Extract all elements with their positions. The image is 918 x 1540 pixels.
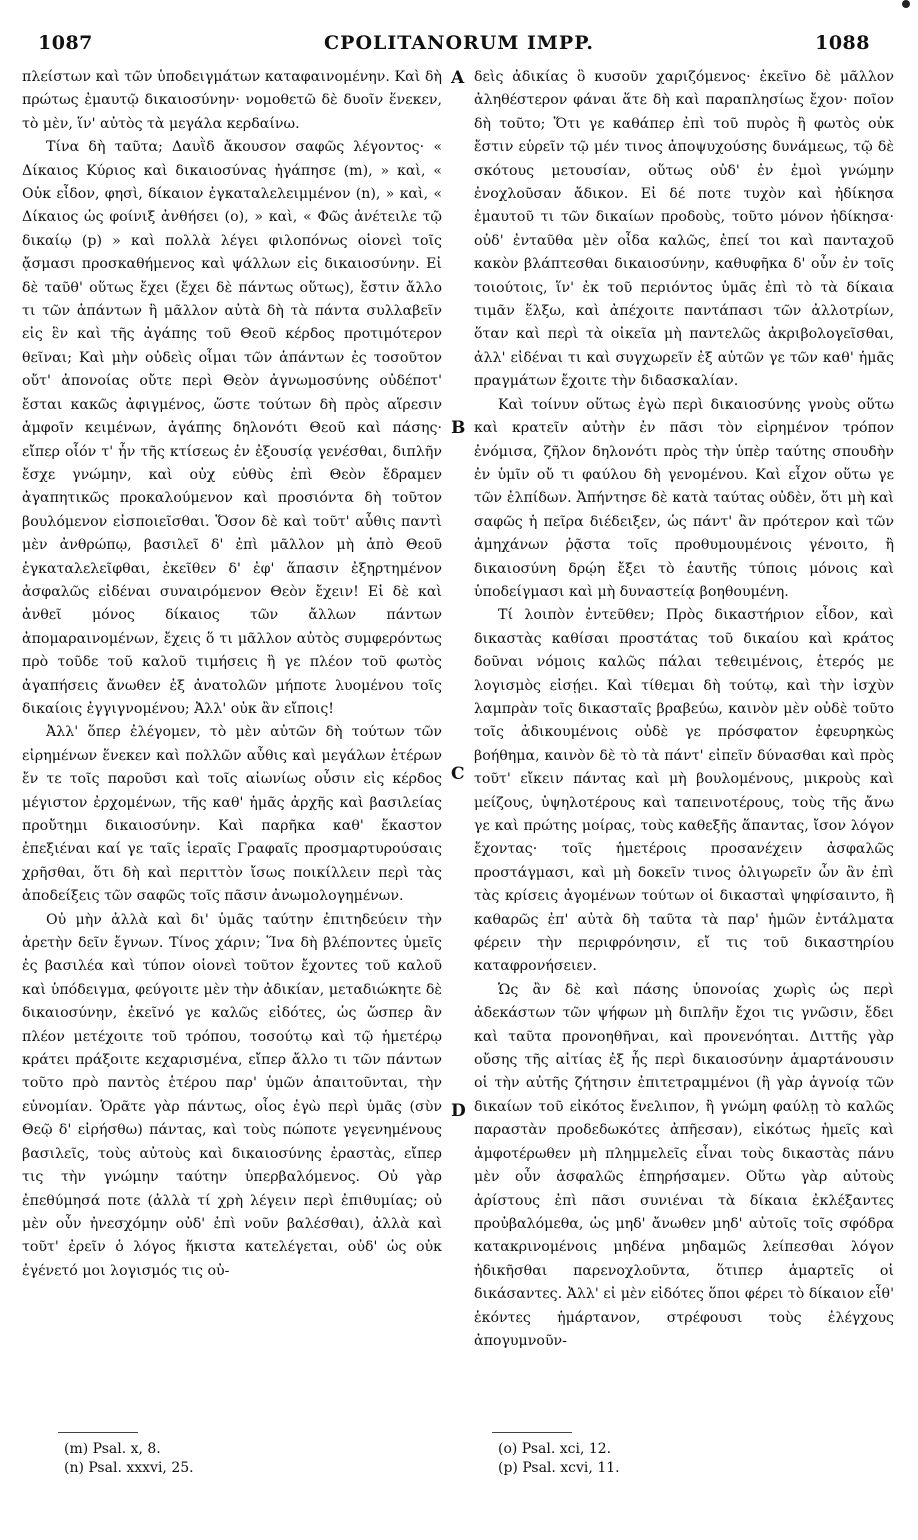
margin-letter-d: D xyxy=(451,1101,466,1121)
paragraph: δεὶς ἀδικίας ὃ κυσοῦν χαριζόμενος· ἐκεῖνο δὲ μᾶλλον ἀληθέστερον φάναι ἅτε δὴ καὶ παραπλησίως ἔχον· ποῖον δὴ τοῦτο; Ὅτι γε καθάπερ ἐπὶ τοῦ πυρὸς ἢ φωτὸς οὐκ ἔστιν εὑρεῖν τῷ μέν τινος ἀποψυχούσης δυνάμεως, τῷ δὲ σκότους μετουσίαν, οὕτως οὐδ' ἐν ἐμοὶ γνώμην ἐνοχλοῦσαν ἄδικον. Εἰ δέ ποτε τυχὸν καὶ ἠδίκησα ἐμαυτοῦ τι τῶν δικαίων προδοὺς, τοῦτο μόνον ἠδίκησα· οὐδ' ἐνταῦθα μὲν οἶδα καλῶς, ἐπεί τοι καὶ πανταχοῦ κακὸν βλάπτεσθαι δικαιοσύνην, καθυφῆκα δ' οὖν ἐν τοῖς τοιούτοις, ἵν' ἐκ τοῦ περιόντος ὑμᾶς ἐπὶ τὸ τὰ δίκαια τιμᾶν ἕλξω, καὶ ἀπέχοιτε παντάπασι τῶν ἀλλοτρίων, ὅταν καὶ περὶ τὰ οἰκεῖα μὴ παντελῶς ἀκριβολογεῖσθαι, ἀλλ' εἰδέναι τι καὶ συγχωρεῖν ἐξ αὐτῶν γε τῶν καθ' ἡμᾶς πραγμάτων ἔχοιτε τὴν διδασκαλίαν. xyxy=(474,69,894,390)
footnote-o: (o) Psal. xci, 12. xyxy=(498,1441,612,1457)
footnote-m: (m) Psal. x, 8. xyxy=(64,1441,161,1457)
margin-letter-c: C xyxy=(451,764,465,784)
running-title: CPOLITANORUM IMPP. xyxy=(324,32,594,54)
paragraph: Τίνα δὴ ταῦτα; Δαυῒδ ἄκουσον σαφῶς λέγοντος· « Δίκαιος Κύριος καὶ δικαιοσύνας ἠγάπησε (m), » καὶ, « Οὐκ εἶδον, φησὶ, δίκαιον ἐγκαταλελειμμένον (n), » καὶ, « Δίκαιος ὡς φοίνιξ ἀνθήσει (o), » καὶ, « Φῶς ἀνέτειλε τῷ δικαίῳ (p) » καὶ πολλὰ λέγει φιλοπόνως οἱονεὶ τοῖς ᾄσμασι προσκαθήμενος καὶ ψάλλων εἰς δικαιοσύνην. Εἰ δὲ ταῦθ' οὕτως ἔχει (ἔχει δὲ πάντως οὕτως), ἔστιν ἄλλο τι τῶν ἁπάντων ἢ μᾶλλον αὐτὰ δὴ τὰ πάντα συλλαβεῖν εἰς ἓν καὶ τῆς ἀγάπης τοῦ Θεοῦ κέρδος προτιμότερον θεῖναι; Καὶ μὴν οὐδεὶς οἶμαι τῶν ἁπάντων ἐς τοσοῦτον οὔτ' ἀπονοίας οὔτε περὶ Θεὸν ἀγνωμοσύνης οὐδέποτ' ἔσται κακῶς ἀφιγμένος, ὥστε τούτων δὴ πρὸς αἵρεσιν ἀμφοῖν κειμένων, ἀγάπης δηλονότι Θεοῦ καὶ πάσης· εἴπερ οἷόν τ' ἦν τῆς κτίσεως ἐν ἐξουσίᾳ γενέσθαι, διπλῆν ἔσχε γνώμην, καὶ οὐχ εὐθὺς ἐπὶ Θεὸν ἔδραμεν ἀγαπητικῶς προκαλούμενον καὶ προσιόντα δὴ τοῦτον βουλόμενον εἰσποιεῖσθαι. Ὅσον δὲ καὶ τοῦτ' αὖθις παντὶ μὲν ἀνθρώπῳ, βασιλεῖ δ' ἐπὶ μᾶλλον μὴ ἀπὸ Θεοῦ ἐγκαταλελεῖφθαι, ἐκεῖθεν δ' ἐφ' ἅπασιν ἐξηρτημένον ἀσφαλῶς εἰδέναι συναιρόμενον Θεὸν ἔχειν! Εἰ δὲ καὶ ἀνθεῖ μόνος δίκαιος τῶν ἄλλων πάντων ἀπομαραινομένων, ἔχεις ὅ τι μᾶλλον αὐτὸς συμφερόντως πρὸ τοῦδε τοῦ καλοῦ τιμήσεις ἢ γε πλέον τοῦ φωτὸς ἀγαπήσεις ἄνωθεν ἐξ ἀνατολῶν μήποτε λυομένου τοῖς δικαίοις ἐγγιγνομένου; Ἀλλ' οὐκ ἂν εἴποις! xyxy=(22,139,442,717)
footnote-n: (n) Psal. xxxvi, 25. xyxy=(64,1460,194,1476)
margin-letter-b: B xyxy=(451,418,466,438)
page-number-right: 1088 xyxy=(815,32,870,54)
left-column xyxy=(22,66,442,1486)
paragraph: πλείστων καὶ τῶν ὑποδειγμάτων καταφαινομένην. Καὶ δὴ πρώτως ἐμαυτῷ δικαιοσύνην· νομοθετῶ δὲ δυοῖν ἕνεκεν, τὸ μὲν, ἵν' αὐτὸς τὰ μεγάλα κερδαίνω. xyxy=(22,69,442,132)
margin-letter-a: A xyxy=(451,68,465,88)
paragraph: Οὐ μὴν ἀλλὰ καὶ δι' ὑμᾶς ταύτην ἐπιτηδεύειν τὴν ἀρετὴν δεῖν ἔγνων. Τίνος χάριν; Ἵνα δὴ βλέποντες ὑμεῖς ἐς βασιλέα καὶ τύπον οἱονεὶ τοῦτον ἔχοντες τοῦ καλοῦ καὶ ὑπόδειγμα, φεύγοιτε μὲν τὴν ἀδικίαν, μεταδιώκητε δὲ δικαιοσύνην, ἐκεῖνό γε καλῶς εἰδότες, ὡς ὥσπερ ἂν πλέον μετέχοιτε τοῦ τρόπου, τοσούτῳ καὶ τῷ ἡμετέρῳ κράτει πράξοιτε κεχαρισμένα, εἴπερ ἄλλο τι τῶν πάντων τοῦτο πρὸ παντὸς ἑτέρου παρ' ὑμῶν ἀπαιτοῦνται, τὴν εὐνομίαν. Ὁρᾶτε γὰρ πάντως, οἷος ἐγὼ περὶ ὑμᾶς (σὺν Θεῷ δ' εἰρήσθω) πάντας, καὶ τοὺς πώποτε γεγενημένους βασιλεῖς, τοὺς αὐτοὺς καὶ δικαιοσύνης ἐραστὰς, εἴπερ τις τὴν γνώμην ταύτην ὑπερβαλόμενος. Οὐ γὰρ ἐπεθύμησά ποτε (ἀλλὰ τί χρὴ λέγειν περὶ ἐπιθυμίας; οὐ μὲν οὖν ἠνεσχόμην οὐδ' ἐπὶ νοῦν βαλέσθαι), ἀλλὰ καὶ τοῦτ' ἐρεῖν ὁ λόγος ἥκιστα κατελέγεται, οὐδ' ὡς οὐκ ἐγένετό μοι λογισμός τις οὐ- xyxy=(22,911,442,1279)
footnote-rule-left xyxy=(58,1432,138,1433)
page-number-left: 1087 xyxy=(38,32,93,54)
paragraph: Τί λοιπὸν ἐντεῦθεν; Πρὸς δικαστήριον εἶδον, καὶ δικαστὰς καθίσαι προστάτας τοῦ δικαίου καὶ κράτος δοῦναι νόμοις καλῶς πάλαι τεθειμένοις, ἑτερός με λογισμὸς εἰσῄει. Καὶ τίθεμαι δὴ τούτῳ, καὶ τὴν ἰσχὺν λαμπρὰν τοῖς δικασταῖς βραβεύω, καινὸν μὲν οὐδὲ τοῦτο τοῖς ἀδικουμένοις οὐδὲ γε πρόσφατον ἐφευρηκὼς βοήθημα, καινὸν δὲ τὸ τὰ πάντ' εἰπεῖν δύνασθαι καὶ πρὸς τοῦτ' εἴκειν πάντας καὶ μὴ βουλομένους, μικροὺς καὶ μείζους, ὑψηλοτέρους καὶ ταπεινοτέρους, τοὺς τῆς ἄνω γε καὶ πρώτης μοίρας, τοὺς καθεξῆς ἅπαντας, ἴσον λόγον ἔχοντας· τοῖς ἡμετέροις προσανέχειν ἀσφαλῶς προστάγμασι, καὶ μὴ δοκεῖν τινος ὀλιγωρεῖν ὧν ἂν ἐπὶ τὰς κρίσεις ἀγομένων τούτων οἱ δικασταὶ ψηφίσαιντο, ἢ καθαρῶς ἐπ' αὐτὰ δὴ ταῦτα τὰ παρ' ἡμῶν ἐντάλματα φέρειν τὴν περιφρόνησιν, εἴ τις τοῦ δικαστηρίου καταφρονήσειεν. xyxy=(474,607,894,975)
footnotes-left xyxy=(64,1440,194,1478)
footnotes-right xyxy=(498,1440,620,1478)
footnote-p: (p) Psal. xcvi, 11. xyxy=(498,1460,620,1476)
paragraph: Ὡς ἂν δὲ καὶ πάσης ὑπονοίας χωρὶς ὡς περὶ ἀδεκάστων τῶν ψήφων μὴ διπλῆν ἔχοι τις γνῶσιν, ἔδει καὶ ταῦτα προνοηθῆναι, καὶ προνενόηται. Διττῆς γὰρ οὔσης τῆς αἰτίας ἐξ ἧς περὶ δικαιοσύνην ἁμαρτάνουσιν οἱ τὴν αὐτῆς ζήτησιν ἐπιτετραμμένοι (ἢ γὰρ ἀγνοίᾳ τῶν δικαίων τοῦ εἰκότος ἔνελιπον, ἢ γνώμη φαύλῃ τὸ καλῶς παραστὰν προδεδωκότες ἀπῆεσαν), εἰκότως ἡμεῖς καὶ ἀμφοτέρωθεν μὴ πλημμελεῖς εἶναι τοὺς δικαστὰς πάνυ μὲν οὖν ἀσφαλῶς ἐπηρήσαμεν. Οὕτω γὰρ αὐτοὺς ἀρίστους ἐπὶ πᾶσι συνιέναι τὰ δίκαια ἐκλέξαντες προὐβαλόμεθα, ὡς μηδ' ἄνωθεν μηδ' αὐτοῖς τοῖς σφόδρα κατακρινομένοις μηδένα μηδαμῶς λείπεσθαι λόγον ἠδικῆσθαι παρενοχλοῦντα, ὅτιπερ ἁμαρτεῖς οἱ δικάσαντες. Ἀλλ' εἰ μὲν εἰδότες ὅποι φέρει τὸ δίκαιον εἶθ' ἑκόντες ἡμάρτανον, στρέφουσι τοὺς ἐλέγχους ἀπογυμνοῦν- xyxy=(474,981,894,1349)
paragraph: Ἀλλ' ὅπερ ἐλέγομεν, τὸ μὲν αὐτῶν δὴ τούτων τῶν εἰρημένων ἕνεκεν καὶ πολλῶν αὖθις καὶ μεγάλων ἑτέρων ἔν τε τοῖς παροῦσι καὶ τοῖς αἰωνίως οὖσιν εἰς κέρδος μέγιστον ἐρχομένων, τῆς καθ' ἡμᾶς ἀρχῆς καὶ βασιλείας προὔτημι δικαιοσύνην. Καὶ παρῆκα καθ' ἕκαστον ἐπεξιέναι καί γε ταῖς ἱεραῖς Γραφαῖς προσμαρτυρούσαις χρῆσθαι, ὅτι δὴ καὶ περιττὸν ἴσως ποικίλλειν περὶ τὰς ἀποδείξεις τῶν σαφῶς τοῖς πᾶσιν ἀνωμολογημένων. xyxy=(22,724,442,905)
paragraph: Καὶ τοίνυν οὕτως ἐγὼ περὶ δικαιοσύνης γνοὺς οὕτω καὶ κρατεῖν αὐτὴν ἐν πᾶσι τὸν εἰρημένον τρόπον ἐνόμισα, ζῆλον δηλονότι πρὸς τὴν ὑπὲρ ταύτης σπουδὴν ἐν ὑμῖν οὔ τι φαύλου δὴ γενομένου. Καὶ εἶχον οὕτω γε τῶν ἐλπίδων. Ἀπήντησε δὲ κατὰ ταύτας οὐδὲν, ὅτι μὴ καὶ σαφῶς ἡ πεῖρα διέδειξεν, ὡς πάντ' ἂν πρότερον καὶ τῶν ἀμηχάνων ῥᾷστα τοῖς προθυμουμένοις γένοιτο, ἢ δικαιοσύνη δρῴη ἔξει τὸ ἑαυτῆς τύποις μόνοις καὶ ὑποδείγμασι καὶ μὴ δυναστείᾳ βοηθουμένη. xyxy=(474,396,894,600)
footnote-rule-right xyxy=(492,1432,572,1433)
page-header xyxy=(0,32,918,60)
right-column xyxy=(474,66,894,1486)
ink-spot xyxy=(902,0,910,8)
